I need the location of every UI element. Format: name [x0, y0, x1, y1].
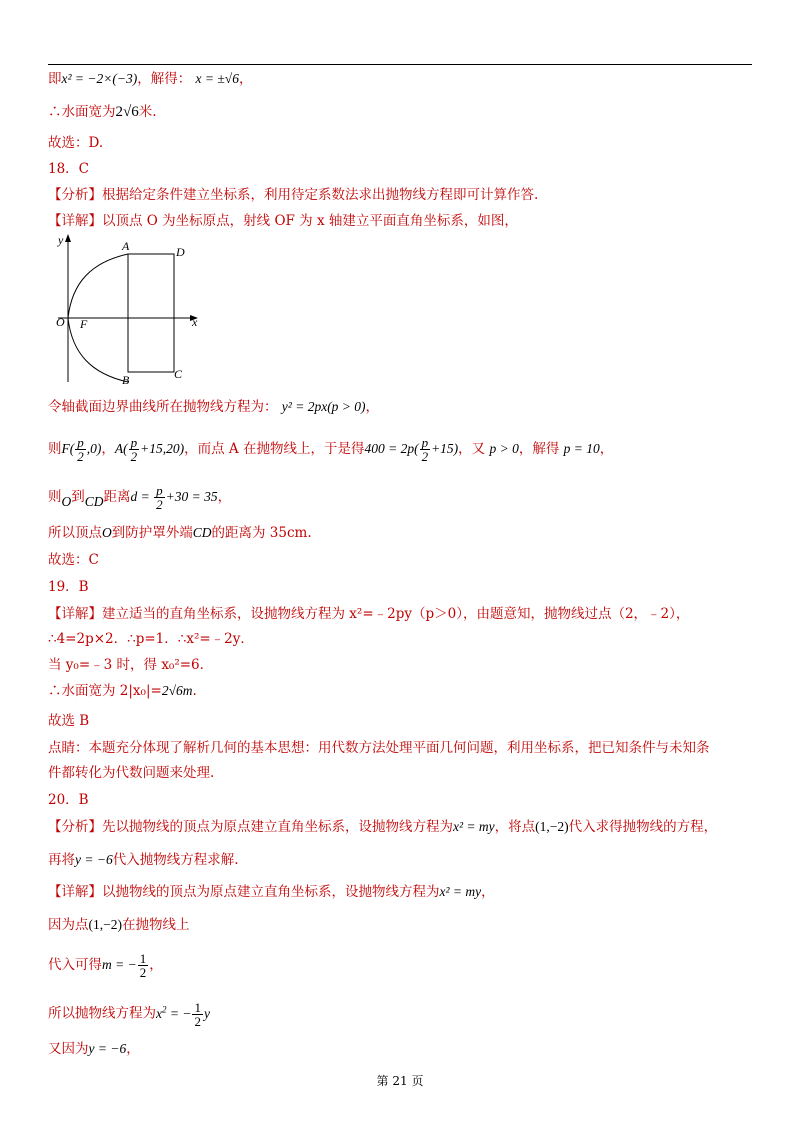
header-rule [48, 64, 752, 65]
frac-1-2: $\frac{1}{2}$ [139, 951, 147, 981]
math-eq400: 400 = 2p( $\frac{p}{2}$ +15) [364, 435, 459, 465]
line-27 [48, 1040, 140, 1058]
text: 又因为 [48, 1041, 89, 1057]
label-O: O [56, 315, 65, 329]
text: ， [101, 441, 115, 457]
text: 代入求得抛物线的方程， [568, 819, 718, 835]
line-3: 故选：D. [48, 135, 104, 151]
math-eq2: x = ±√6 [195, 71, 239, 86]
frac-p-2: $\frac{p}{2}$ [421, 435, 429, 465]
line-9 [48, 482, 231, 512]
math-CD2: CD [192, 525, 212, 540]
text: 所以顶点 [48, 525, 102, 541]
text: 因为点 [48, 917, 89, 933]
line-1 [48, 70, 252, 88]
math-pgt: p > 0 [489, 441, 519, 456]
frac-p-2: $\frac{p}{2}$ [156, 483, 163, 513]
text: ，将点 [494, 819, 536, 835]
line-11: 故选：C [48, 552, 99, 568]
text: 则 [48, 441, 62, 457]
math-xmy: x² = my [453, 819, 495, 834]
math-w1: 2√6 [115, 104, 139, 120]
line-18: 点睛：本题充分体现了解析几何的基本思想：用代数方法处理平面几何问题，利用坐标系，把已知条件与未知条 [48, 740, 710, 756]
text: ， [599, 441, 614, 457]
math-pt: (1,−2) [535, 819, 569, 834]
label-B: B [122, 373, 130, 387]
text: 【详解】以抛物线的顶点为原点建立直角坐标系，设抛物线方程为 [48, 884, 440, 900]
line-23 [48, 883, 495, 901]
math-y6b: y = −6 [88, 1041, 127, 1056]
frac-p-2: $\frac{p}{2}$ [130, 435, 138, 465]
line-20: 20．B [48, 792, 89, 808]
math-eq1: x² = −2×(−3) [61, 71, 138, 86]
label-F: F [80, 317, 88, 331]
text: ， [365, 399, 380, 415]
parabola-figure [52, 232, 202, 388]
text: ∴水面宽为 2|x₀|= [48, 683, 162, 699]
text: ， [217, 489, 232, 505]
line-6: 【详解】以顶点 O 为坐标原点，射线 OF 为 x 轴建立平面直角坐标系，如图， [48, 213, 518, 229]
text: 所以抛物线方程为 [48, 1005, 156, 1022]
label-x: x [192, 315, 198, 329]
line-24 [48, 916, 189, 934]
math-CD: CD [84, 494, 104, 509]
line-8 [48, 434, 613, 464]
line-26 [48, 994, 210, 1029]
line-19: 件都转化为代数问题来处理. [48, 765, 215, 781]
text: 令轴截面边界曲线所在抛物线方程为： [48, 399, 278, 415]
line-15: 当 y₀=﹣3 时，得 x₀²=6． [48, 657, 214, 673]
math-F: F( $\frac{p}{2}$ ,0) [61, 435, 102, 465]
y-arrow [65, 234, 71, 242]
math-m: m = − $\frac{1}{2}$ [102, 951, 147, 981]
text: 到防护罩外端 [111, 525, 193, 541]
line-14: ∴4=2p×2．∴p=1．∴x²=﹣2y． [48, 631, 254, 647]
line-22 [48, 851, 239, 869]
text: 到 [71, 489, 85, 505]
label-D: D [176, 245, 185, 259]
text: ∴水面宽为 [48, 104, 116, 120]
line-16: ∴水面宽为 2|x₀|=2√6m. [48, 683, 197, 699]
line-4: 18．C [48, 161, 90, 177]
text: 的距离为 35cm. [211, 525, 312, 541]
math-w2: 2√6m [161, 683, 193, 698]
math-xmy2: x² = my [439, 884, 482, 899]
text: ， [126, 1041, 140, 1057]
frac-p-2: $\frac{p}{2}$ [77, 435, 84, 465]
text: 距离 [103, 489, 131, 505]
frac-1-2: $\frac{1}{2}$ [194, 999, 201, 1029]
math-p10: p = 10 [563, 441, 600, 456]
math-O: O [61, 494, 72, 509]
line-5: 【分析】根据给定条件建立坐标系，利用待定系数法求出抛物线方程即可计算作答. [48, 187, 539, 203]
rect-ADCB [128, 254, 174, 372]
text: 即 [48, 71, 62, 87]
text: 代入可得 [48, 957, 102, 973]
text: ，又 [458, 441, 486, 457]
text: 米. [138, 104, 157, 120]
math-pt2: (1,−2) [88, 917, 122, 932]
text: 代入抛物线方程求解. [112, 852, 239, 868]
text: ， [481, 884, 495, 900]
text: ， [238, 71, 253, 87]
text: 再将 [48, 852, 75, 868]
math-parab2: $x^2$ = − $\frac{1}{2}$ y [156, 999, 210, 1029]
text: ，解得： [137, 71, 192, 87]
text: 【分析】先以抛物线的顶点为原点建立直角坐标系，设抛物线方程为 [48, 819, 453, 835]
text: ， [149, 957, 163, 973]
line-21 [48, 818, 717, 836]
text: ，而点 A 在抛物线上，于是得 [184, 441, 365, 457]
math-parab: y² = 2px(p > 0) [281, 399, 366, 414]
line-10 [48, 524, 312, 542]
line-13: 【详解】建立适当的直角坐标系，设抛物线方程为 x²=﹣2py（p＞0），由题意知，抛物线过点（2，﹣2）， [48, 606, 690, 622]
line-25 [48, 950, 163, 980]
math-O2: O [102, 525, 112, 540]
text: ，解得 [518, 441, 560, 457]
line-7 [48, 398, 379, 416]
math-d: d = $\frac{p}{2}$ +30 = 35 [130, 483, 218, 513]
line-12: 19．B [48, 579, 89, 595]
page-footer: 第 21 页 [376, 1074, 424, 1088]
line-17: 故选 B [48, 713, 90, 729]
text: 则 [48, 489, 62, 505]
line-2 [48, 103, 157, 121]
text: 在抛物线上 [121, 917, 190, 933]
math-A: A( $\frac{p}{2}$ +15,20) [114, 435, 185, 465]
label-y: y [58, 233, 64, 247]
math-y6: y = −6 [75, 852, 113, 867]
label-A: A [122, 239, 130, 253]
label-C: C [174, 367, 183, 381]
